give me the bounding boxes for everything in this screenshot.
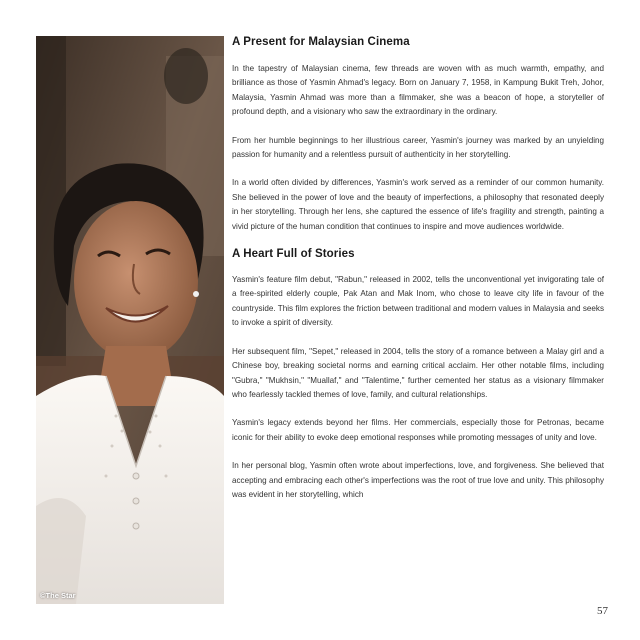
paragraph: Yasmin's feature film debut, "Rabun," released in 2002, tells the unconventional yet invigorating tale of a free-spirited elderly couple, Pak Atan and Mak Inom, who chose to leave city life in favour of the countryside. This film explores the friction between traditional and modern values in Malaysia and seeks to invoke a spirit of diversity.: [232, 275, 604, 328]
paragraph: In her personal blog, Yasmin often wrote about imperfections, love, and forgiveness. She believed that accepting and embracing each other's imperfections was the root of true love and unity. This philosophy was evident in her storytelling, which: [232, 461, 604, 499]
section-heading: A Present for Malaysian Cinema: [232, 36, 410, 48]
portrait-illustration: [36, 36, 224, 604]
paragraph: Her subsequent film, "Sepet," released in 2004, tells the story of a romance between a Malay girl and a Chinese boy, breaking societal norms and earning critical acclaim. Her other notable films, including "Gubra," "Mukhsin," "Muallaf," and "Talentime," further cemented her status as a visionary filmmaker who fearlessly tackled themes of love, family, and cultural relationships.: [232, 346, 604, 399]
page-number: 57: [597, 605, 608, 617]
paragraph: In a world often divided by differences, Yasmin's work served as a reminder of our common humanity. She believed in the power of love and the beauty of imperfections, a philosophy that resonated deeply in her storytelling. Through her lens, she captured the essence of life's fragility and strength, painting a vivid picture of the human condition that continues to inspire and move audiences worldwide.: [232, 178, 604, 231]
paragraph: Yasmin's legacy extends beyond her films. Her commercials, especially those for Petronas, became iconic for their ability to evoke deep emotional responses while promoting messages of unity and love.: [232, 418, 604, 442]
paragraph: In the tapestry of Malaysian cinema, few threads are woven with as much warmth, empathy, and brilliance as those of Yasmin Ahmad's legacy. Born on January 7, 1958, in Kampung Bukit Treh, Johor, Malaysia, Yasmin Ahmad was more than a filmmaker, she was a beacon of hope, a storyteller of profound depth, and a visionary who saw the extraordinary in the ordinary.: [232, 64, 604, 117]
paragraph: From her humble beginnings to her illustrious career, Yasmin's journey was marked by an unyielding passion for humanity and a relentless pursuit of authenticity in her storytelling.: [232, 135, 604, 160]
article-body: [232, 36, 604, 516]
photo-credit: ©The Star: [40, 591, 76, 600]
section-heading: A Heart Full of Stories: [232, 248, 355, 261]
portrait-photo: [36, 36, 224, 604]
